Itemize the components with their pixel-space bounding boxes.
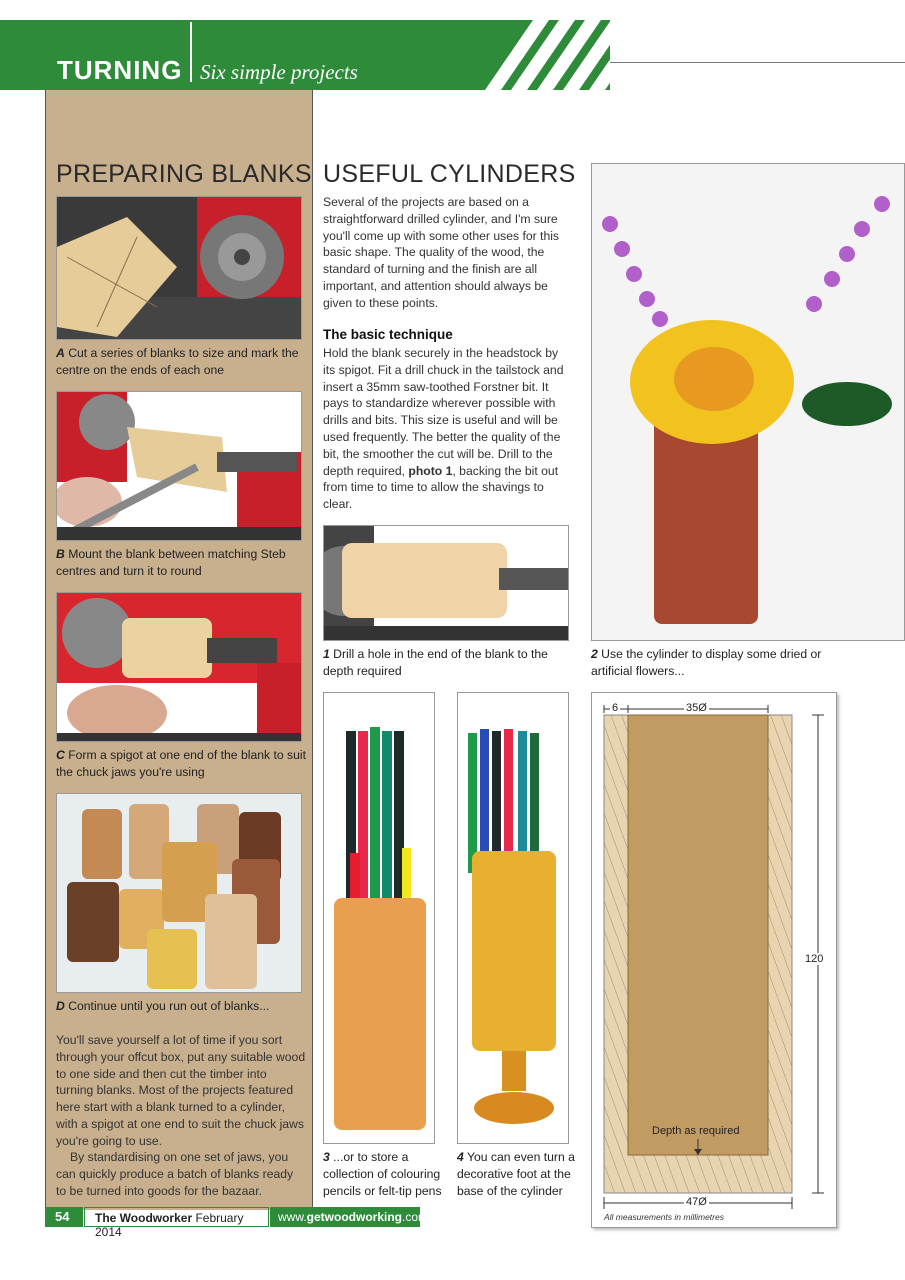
main-heading: USEFUL CYLINDERS <box>323 160 576 188</box>
dim-height: 120 <box>805 953 824 965</box>
magazine-issue: The Woodworker February 2014 <box>84 1207 269 1227</box>
caption-d: D Continue until you run out of blanks... <box>56 999 270 1013</box>
section-title: TURNING <box>57 55 183 85</box>
caption-c: C Form a spigot at one end of the blank to suit the chuck jaws you're using <box>56 748 306 779</box>
photo-4 <box>457 692 569 1144</box>
caption-4: 4 You can even turn a decorative foot at the base of the cylinder <box>457 1150 575 1198</box>
dim-wall: 6 <box>612 702 619 714</box>
caption-2: 2 Use the cylinder to display some dried or artificial flowers... <box>591 647 822 678</box>
caption-1: 1 Drill a hole in the end of the blank to the depth required <box>323 647 548 678</box>
sidebar-paragraph-2: By standardising on one set of jaws, you can quickly produce a batch of blanks ready to be turned into goods for the bazaar. <box>56 1150 294 1198</box>
header-divider <box>190 22 192 82</box>
photo-b <box>56 391 302 541</box>
section-subtitle: Six simple projects <box>200 60 358 84</box>
sidebar-paragraph-1: You'll save yourself a lot of time if you sort through your offcut box, put any suitable wood to one side and then cut the timber into turning blanks. Most of the projects featured here start with a blank turned to a cylinder, with a spigot at one end to suit the chuck jaws you're going to use. <box>56 1033 306 1148</box>
website-link[interactable]: www.getwoodworking.com <box>270 1207 420 1227</box>
caption-3: 3 ...or to store a collection of colouring pencils or felt-tip pens <box>323 1150 442 1198</box>
technique-paragraph: Hold the blank securely in the headstock by its spigot. Fit a drill chuck in the tailstock and insert a 35mm saw-toothed Forstner bit. It pays to standardize wherever possible with drills and bits. This size is useful and will be used frequently. The better the quality of the bit, the smoother the cut will be. Drill to the depth required, photo 1, backing the bit out from time to time to allow the shavings to clear. <box>323 346 564 512</box>
subheading: The basic technique <box>323 327 453 342</box>
cylinder-diagram <box>591 692 837 1228</box>
dim-bore: 35Ø <box>686 702 707 714</box>
photo-2 <box>591 163 905 641</box>
photo-1 <box>323 525 569 641</box>
caption-a: A Cut a series of blanks to size and mark the centre on the ends of each one <box>56 346 299 377</box>
sidebar-heading: PREPARING BLANKS <box>56 160 312 188</box>
intro-paragraph: Several of the projects are based on a straightforward drilled cylinder, and I'm sure you'll come up with some other uses for this basic shape. The quality of the wood, the standard of turning and the finish are all important, and attention should always be given to these points. <box>323 195 560 310</box>
photo-d <box>56 793 302 993</box>
dim-outer: 47Ø <box>686 1196 707 1208</box>
header-rule <box>610 62 905 63</box>
depth-label: Depth as required <box>652 1125 740 1137</box>
photo-reference: photo 1 <box>408 463 453 478</box>
units-note: All measurements in millimetres <box>604 1212 724 1222</box>
photo-3 <box>323 692 435 1144</box>
page-number: 54 <box>45 1207 83 1227</box>
caption-b: B Mount the blank between matching Steb centres and turn it to round <box>56 547 286 578</box>
header-stripes <box>485 20 675 90</box>
photo-c <box>56 592 302 742</box>
photo-a <box>56 196 302 340</box>
